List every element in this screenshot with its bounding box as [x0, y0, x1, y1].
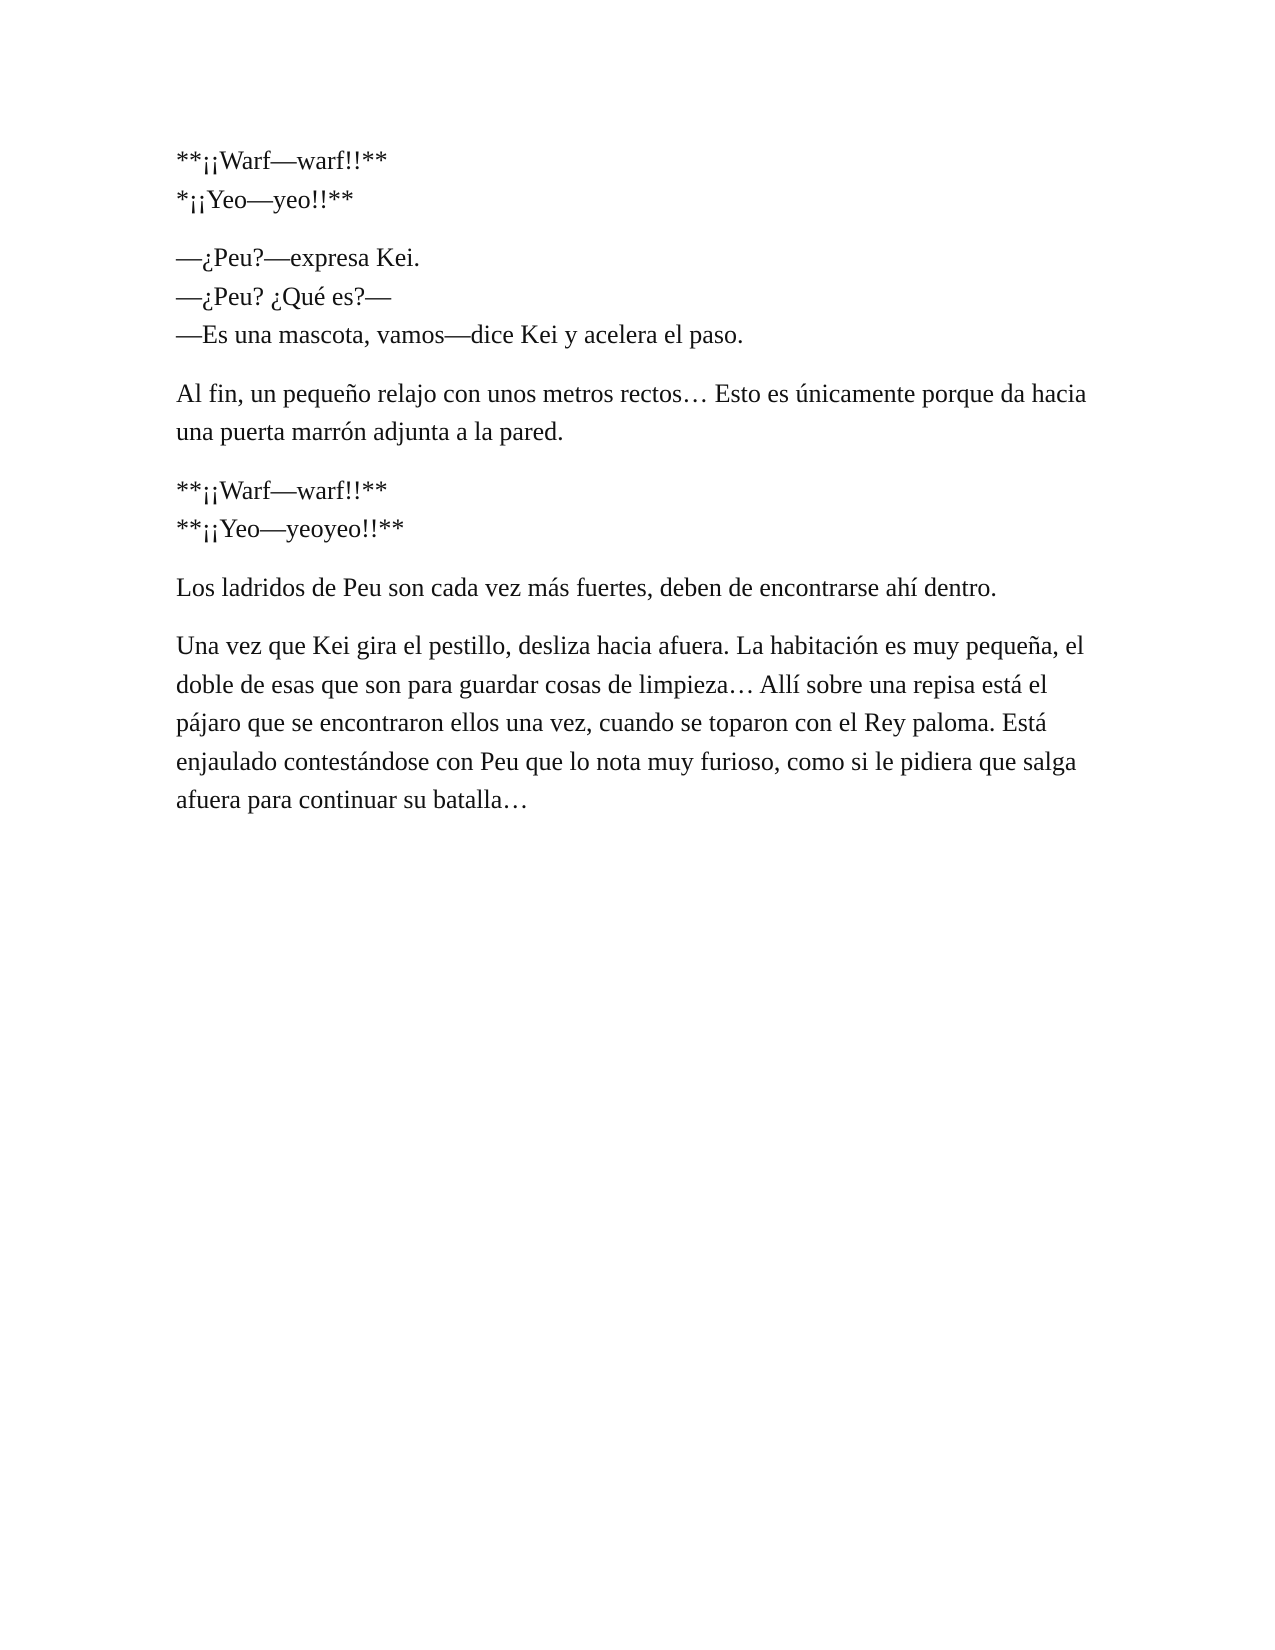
sound-line-warf: **¡¡Warf—warf!!** [176, 146, 388, 175]
document-body [176, 142, 1101, 840]
dialogue-line-3: —Es una mascota, vamos—dice Kei y acelera el paso. [176, 320, 744, 349]
paragraph-barking [176, 569, 1101, 608]
sound-line-yeo: *¡¡Yeo—yeo!!** [176, 184, 354, 214]
dialogue-block [176, 239, 1101, 355]
paragraph-room [176, 627, 1101, 820]
paragraph-text: Al fin, un pequeño relajo con unos metros rectos… Esto es únicamente porque da hacia una puerta marrón adjunta a la pared. [176, 378, 1087, 446]
sound-effects-block-1 [176, 142, 1101, 219]
paragraph-text: Los ladridos de Peu son cada vez más fuertes, deben de encontrarse ahí dentro. [176, 572, 997, 602]
paragraph-text: Una vez que Kei gira el pestillo, desliza hacia afuera. La habitación es muy pequeña, el doble de esas que son para guardar cosas de limpieza… Allí sobre una repisa está el pájaro que se encontraron ellos una vez, cuando se toparon con el Rey paloma. Está enjaulado contestándose con Peu que lo nota muy furioso, como si le pidiera que salga afuera para continuar su batalla… [176, 631, 1085, 814]
sound-effects-block-2 [176, 472, 1101, 549]
sound-line-warf: **¡¡Warf—warf!!** [176, 475, 388, 505]
paragraph-hallway [176, 375, 1101, 452]
dialogue-line-2: —¿Peu? ¿Qué es?— [176, 281, 392, 311]
sound-line-yeoyeo: **¡¡Yeo—yeoyeo!!** [176, 514, 405, 543]
dialogue-line-1: —¿Peu?—expresa Kei. [176, 243, 421, 272]
